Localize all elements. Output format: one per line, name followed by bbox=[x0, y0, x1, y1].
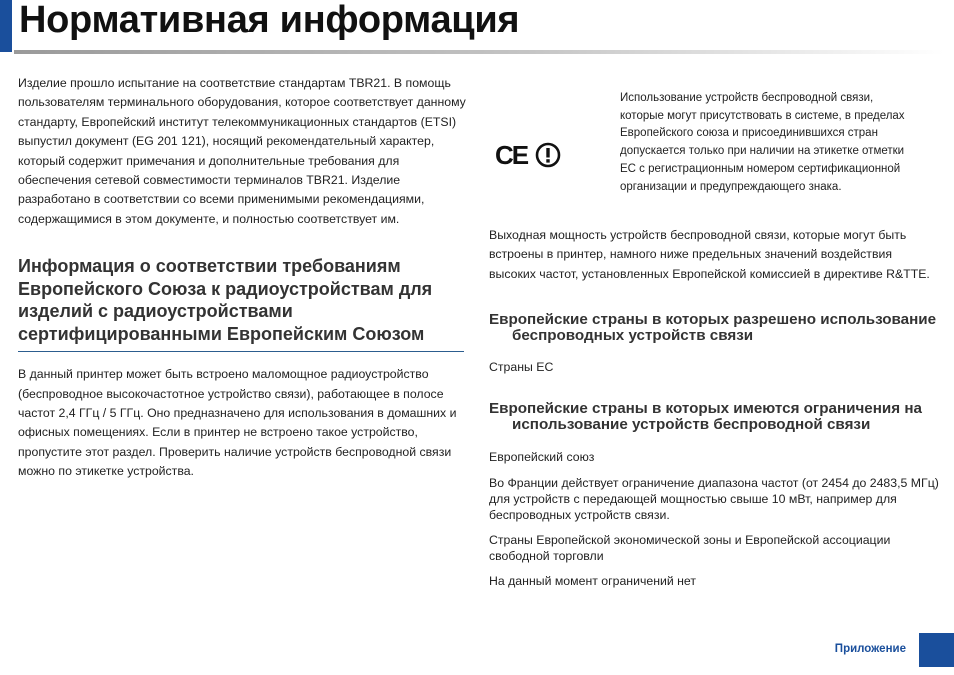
section-heading-divider bbox=[18, 351, 464, 352]
ce-logo: CE bbox=[495, 140, 528, 170]
title-divider bbox=[14, 50, 944, 54]
tbr21-paragraph: Изделие прошло испытание на соответствие стандартам TBR21. В помощь пользователям терминального оборудования, которое соответствует данному стандарту, Европейский институт телекоммуникационных стандартов (ETSI) выпустил документ (EG 201 121), носящий рекомендательный характер, который содержит примечания и дополнительные требования для обеспечения сетевой совместимости терминалов TBR21. Изделие разработано в соответствии со всеми применимыми рекомендациями, содержащимися в этом документе, и полностью соответствует им. bbox=[18, 76, 466, 226]
page-title: Нормативная информация bbox=[19, 0, 520, 41]
restricted-france-text: Во Франции действует ограничение диапазона частот (от 2454 до 2483,5 МГц) для устройств с передающей мощностью свыше 10 мВт, например для беспроводных устройств связи. bbox=[489, 475, 939, 522]
ce-marking-block bbox=[489, 90, 939, 226]
page-number-box bbox=[919, 633, 954, 667]
radio-device-paragraph: В данный принтер может быть встроено маломощное радиоустройство (беспроводное высокочастотное устройство связи), работающее в полосе частот 2,4 ГГц / 5 ГГц. Оно предназначено для использования в домашних и офисных помещениях. Если в принтер не встроено такое устройство, пропустите этот раздел. Проверить наличие устройств беспроводной связи можно по этикетке устройства. bbox=[18, 367, 457, 479]
restricted-eu-text: Европейский союз bbox=[489, 449, 595, 464]
title-accent-bar bbox=[0, 0, 12, 52]
ce-mark bbox=[495, 142, 561, 168]
restricted-eea-text: Страны Европейской экономической зоны и Европейской ассоциации свободной торговли bbox=[489, 532, 891, 563]
eu-radio-section-heading: Информация о соответствии требованиям Европейского Союза к радиоустройствам для изделий с радиоустройствами сертифицированными Европейским Союзом bbox=[18, 256, 433, 344]
allowed-countries-heading: Европейские страны в которых разрешено использование беспроводных устройств связи bbox=[489, 311, 937, 345]
footer-section-link[interactable]: Приложение bbox=[834, 643, 906, 655]
right-column bbox=[489, 90, 939, 589]
output-power-paragraph: Выходная мощность устройств беспроводной связи, которые могут быть встроены в принтер, намного ниже предельных значений воздействия высоких частот, установленных Европейской комиссией в директиве R&TTE. bbox=[489, 228, 930, 281]
allowed-countries-text: Страны ЕС bbox=[489, 360, 554, 375]
left-column bbox=[18, 74, 466, 482]
restricted-none-text: На данный момент ограничений нет bbox=[489, 573, 696, 588]
ce-marking-note: Использование устройств беспроводной связи, которые могут присутствовать в системе, в пределах Европейского союза и присоединившихся стран допускается только при наличии на этикетке отметки ЕС с регистрационным номером сертификационной организации и предупреждающего знака. bbox=[620, 92, 905, 193]
restricted-countries-heading: Европейские страны в которых имеются ограничения на использование устройств беспроводной связи bbox=[489, 400, 922, 434]
alert-mark-icon bbox=[535, 142, 561, 168]
